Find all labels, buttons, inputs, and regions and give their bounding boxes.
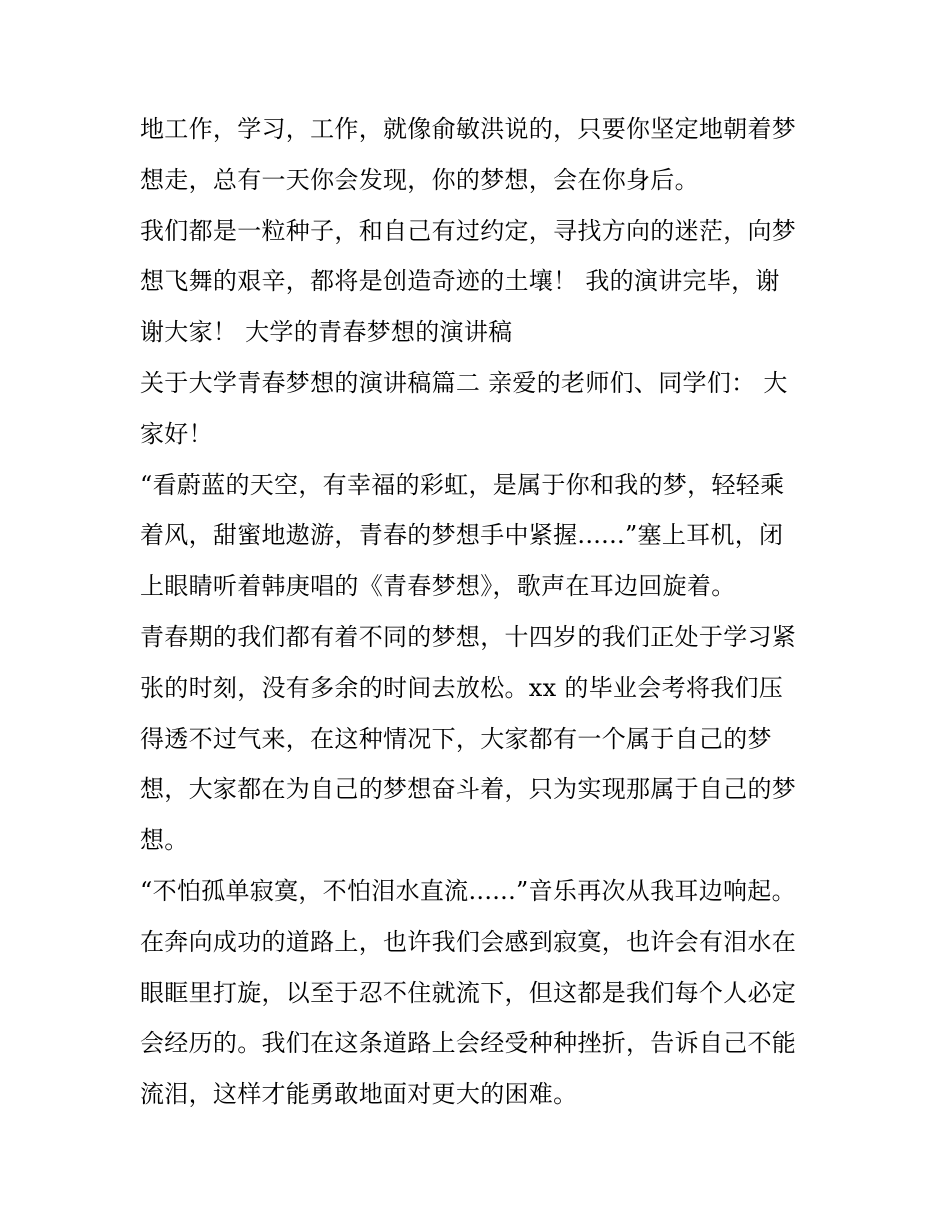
text-line: 眼眶里打旋，以至于忍不住就流下，但这都是我们每个人必定 (140, 978, 797, 1007)
text-line: 青春期的我们都有着不同的梦想，十四岁的我们正处于学习紧 (140, 622, 797, 651)
text-line: 上眼睛听着韩庚唱的《青春梦想》，歌声在耳边回旋着。 (140, 572, 736, 601)
text-line: 流泪，这样才能勇敢地面对更大的困难。 (140, 1080, 578, 1109)
text-line: 想。 (140, 826, 189, 855)
text-line: 会经历的。我们在这条道路上会经受种种挫折，告诉自己不能 (140, 1029, 797, 1058)
text-line: 张的时刻，没有多余的时间去放松。xx 的毕业会考将我们压 (140, 673, 784, 702)
text-line: 我们都是一粒种子，和自己有过约定，寻找方向的迷茫，向梦 (140, 216, 797, 245)
text-line: 关于大学青春梦想的演讲稿篇二 亲爱的老师们、同学们： 大 (140, 368, 788, 397)
text-line: 得透不过气来，在这种情况下，大家都有一个属于自己的梦 (140, 724, 772, 753)
text-line: 着风，甜蜜地遨游，青春的梦想手中紧握......”塞上耳机，闭 (140, 521, 784, 550)
document-body (140, 104, 820, 1120)
text-line: “看蔚蓝的天空，有幸福的彩虹，是属于你和我的梦，轻轻乘 (140, 470, 785, 499)
text-line: “不怕孤单寂寞，不怕泪水直流......”音乐再次从我耳边响起。 (140, 876, 796, 905)
text-line: 家好！ (140, 419, 213, 448)
text-line: 想飞舞的艰辛，都将是创造奇迹的土壤！ 我的演讲完毕，谢 (140, 267, 780, 296)
text-line: 想，大家都在为自己的梦想奋斗着，只为实现那属于自己的梦 (140, 775, 797, 804)
text-line: 谢大家！ 大学的青春梦想的演讲稿 (140, 318, 513, 347)
text-line: 地工作，学习，工作，就像俞敏洪说的，只要你坚定地朝着梦 (140, 115, 797, 143)
text-line: 在奔向成功的道路上，也许我们会感到寂寞，也许会有泪水在 (140, 927, 797, 956)
text-line: 想走，总有一天你会发现，你的梦想，会在你身后。 (140, 165, 699, 194)
